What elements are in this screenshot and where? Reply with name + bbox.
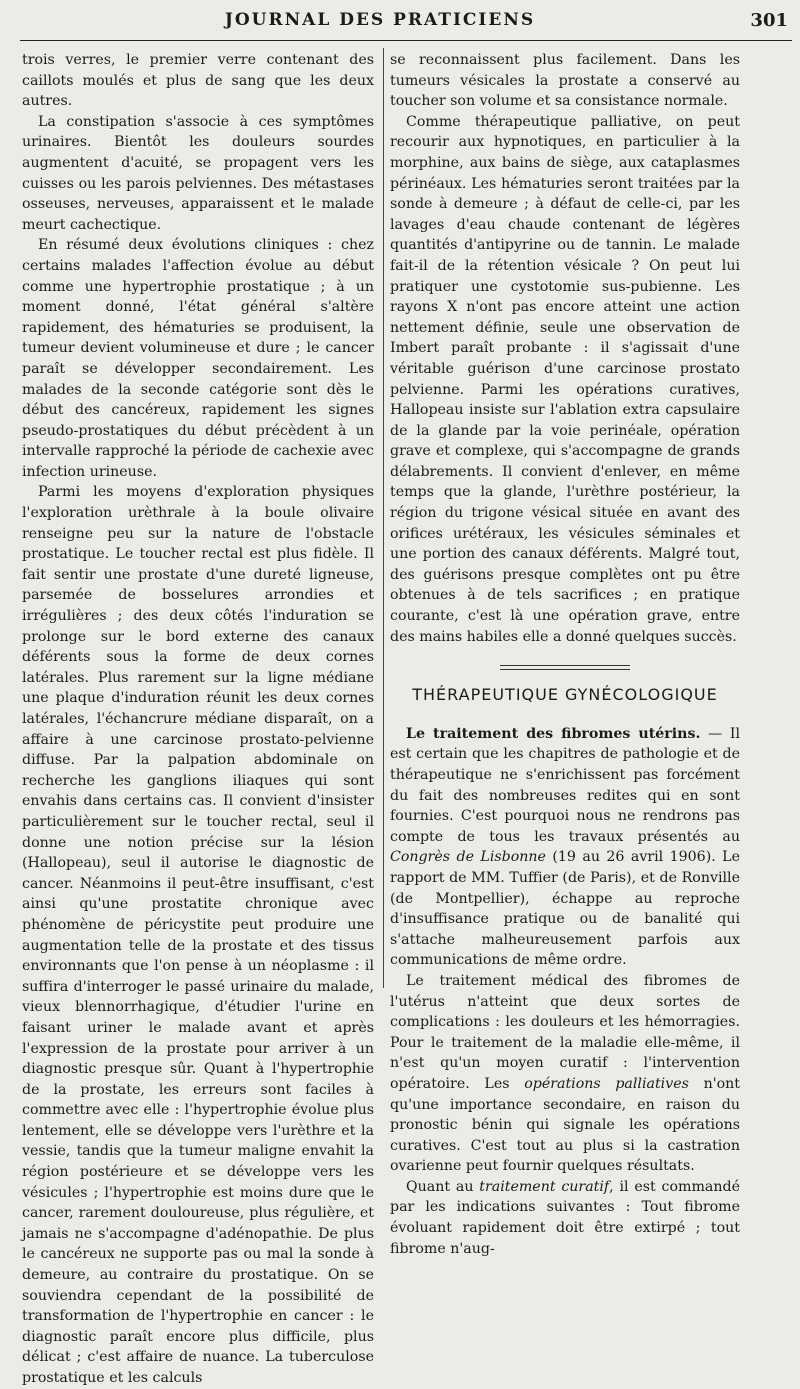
paragraph bbox=[390, 971, 740, 1177]
left-column bbox=[22, 50, 374, 1389]
paragraph-text: — Il est certain que les chapitres de pathologie et de thérapeutique ne s'enrichissent pas forcément du fait des nombreuses redites qui en sont fournies. C'est pourquoi nous ne rendrons pas compte de tous les travaux présentés au bbox=[390, 725, 740, 845]
paragraph: trois verres, le premier verre contenant des caillots moulés et plus de sang que les deux autres. bbox=[22, 52, 374, 110]
section-separator bbox=[390, 663, 740, 671]
section-title: THÉRAPEUTIQUE GYNÉCOLOGIQUE bbox=[412, 685, 718, 705]
italic-text: opérations palliatives bbox=[524, 1075, 689, 1092]
paragraph bbox=[390, 724, 740, 971]
paragraph: Comme thérapeutique palliative, on peut recourir aux hypnotiques, en particulier à la morphine, aux bains de siège, aux cataplasmes périnéaux. Les hématuries seront traitées par la sonde à demeure ; à défaut de celle-ci, par les lavages d'eau chaude contenant de légères quantités d'antipyrine ou de tannin. Le malade fait-il de la rétention vésicale ? On peut lui pratiquer une cystotomie sus-pubienne. Les rayons X n'ont pas encore atteint une action nettement définie, seule une observation de Imbert paraît probante : il s'agissait d'une véritable guérison d'une carcinose prostato pelvienne. Parmi les opérations curatives, Hallopeau insiste sur l'ablation extra capsulaire de la glande par la voie perinéale, opération grave et complexe, qui s'accompagne de grands délabrements. Il convient d'enlever, en même temps que la glande, l'urèthre postérieur, la région du trigone vésical située en avant des orifices urétéraux, les vésicules séminales et une portion des canaux déférents. Malgré tout, des guérisons presque complètes ont pu être obtenues à de tels sacrifices ; en pratique courante, c'est là une opération grave, entre des mains habiles elle a donné quelques succès. bbox=[390, 113, 740, 645]
paragraph-text: n'ont qu'une importance secondaire, en raison du pronostic bénin qui signale les opérations curatives. C'est tout au plus si la castration ovarienne peut fournir quelques résultats. bbox=[390, 1075, 740, 1175]
paragraph-text: Quant au bbox=[406, 1178, 480, 1195]
paragraph-text: (19 au 26 avril 1906). Le rapport de MM. Tuffier (de Paris), et de Ronville (de Montpellier), échappe au reproche d'insuffisance pratique ou de banalité qui s'attache malheureusement parfois aux communications de même ordre. bbox=[390, 849, 740, 969]
paragraph: se reconnaissent plus facilement. Dans les tumeurs vésicales la prostate a conservé au toucher son volume et sa consistance normale. bbox=[390, 52, 740, 110]
article-subtitle: Le traitement des fibromes utérins. bbox=[406, 725, 701, 742]
page-number: 301 bbox=[750, 10, 788, 31]
paragraph: Parmi les moyens d'exploration physiques l'exploration urèthrale à la boule olivaire renseigne peu sur la nature de l'obstacle prostatique. Le toucher rectal est plus fidèle. Il fait sentir une prostate d'une dureté ligneuse, parsemée de bosselures arrondies et irrégulières ; des deux côtés l'induration se prolonge sur le bord externe des canaux déférents sous la forme de deux cornes latérales. Plus rarement sur la ligne médiane une plaque d'induration réunit les deux cornes latérales, l'échancrure médiane disparaît, on a affaire à une carcinose prostato-pelvienne diffuse. Par la palpation abdominale on recherche les ganglions iliaques qui sont envahis dans certains cas. Il convient d'insister particulièrement sur le toucher rectal, seul il donne une notion précise sur la lésion (Hallopeau), seul il autorise le diagnostic de cancer. Néanmoins il peut-être insuffisant, c'est ainsi qu'une prostatite chronique avec phénomène de péricystite peut produire une augmentation telle de la prostate et des tissus environnants que l'on pense à un néoplasme : il suffira d'interroger le passé urinaire du malade, vieux blennorrhagique, d'étudier l'urine en faisant uriner le malade avant et après l'expression de la prostate pour arriver à un diagnostic presque sûr. Quant à l'hypertrophie de la prostate, les erreurs sont faciles à commettre avec elle : l'hypertrophie évolue plus lentement, elle se développe vers l'urèthre et la vessie, tandis que la tumeur maligne envahit la région postérieure et se développe vers les vésicules ; l'hypertrophie est moins dure que le cancer, rarement douloureuse, plus régulière, et jamais ne s'accompagne d'adénopathie. De plus le cancéreux ne supporte pas ou mal la sonde à demeure, au contraire du prostatique. On se souviendra cependant de la possibilité de transformation de l'hypertrophie en cancer : le diagnostic paraît encore plus difficile, plus délicat ; c'est affaire de nuance. La tuberculose prostatique et les calculs bbox=[22, 484, 374, 1386]
journal-title: JOURNAL DES PRATICIENS bbox=[224, 10, 536, 30]
paragraph: La constipation s'associe à ces symptômes urinaires. Bientôt les douleurs sourdes augmentent d'acuité, se propagent vers les cuisses ou les parois pelviennes. Des métastases osseuses, nerveuses, apparaissent et le malade meurt cachectique. bbox=[22, 113, 374, 233]
paragraph-text: , il est commandé par les indications suivantes : Tout fibrome évoluant rapidement doit être extirpé ; tout fibrome n'aug- bbox=[390, 1178, 740, 1257]
header-rule bbox=[20, 40, 792, 41]
paragraph bbox=[390, 1177, 740, 1259]
italic-text: traitement curatif bbox=[479, 1178, 610, 1195]
paragraph: En résumé deux évolutions cliniques : chez certains malades l'affection évolue au début comme une hypertrophie prostatique ; à un moment donné, l'état général s'altère rapidement, des hématuries se produisent, la tumeur devient volumineuse et dure ; le cancer paraît se développer secondairement. Les malades de la seconde catégorie sont dès le début des cancéreux, rapidement les signes pseudo-prostatiques du début précèdent à un intervalle rapproché la période de cachexie avec infection urineuse. bbox=[22, 237, 374, 480]
right-column bbox=[390, 50, 740, 1259]
page-header bbox=[0, 8, 800, 38]
column-divider bbox=[383, 48, 384, 988]
italic-text: Congrès de Lisbonne bbox=[390, 849, 546, 866]
paragraph-text: Le traitement médical des fibromes de l'utérus n'atteint que deux sortes de complications : les douleurs et les hémorragies. Pour le traitement de la maladie elle-même, il n'est qu'un moyen curatif : l'intervention opératoire. Les bbox=[390, 972, 740, 1092]
